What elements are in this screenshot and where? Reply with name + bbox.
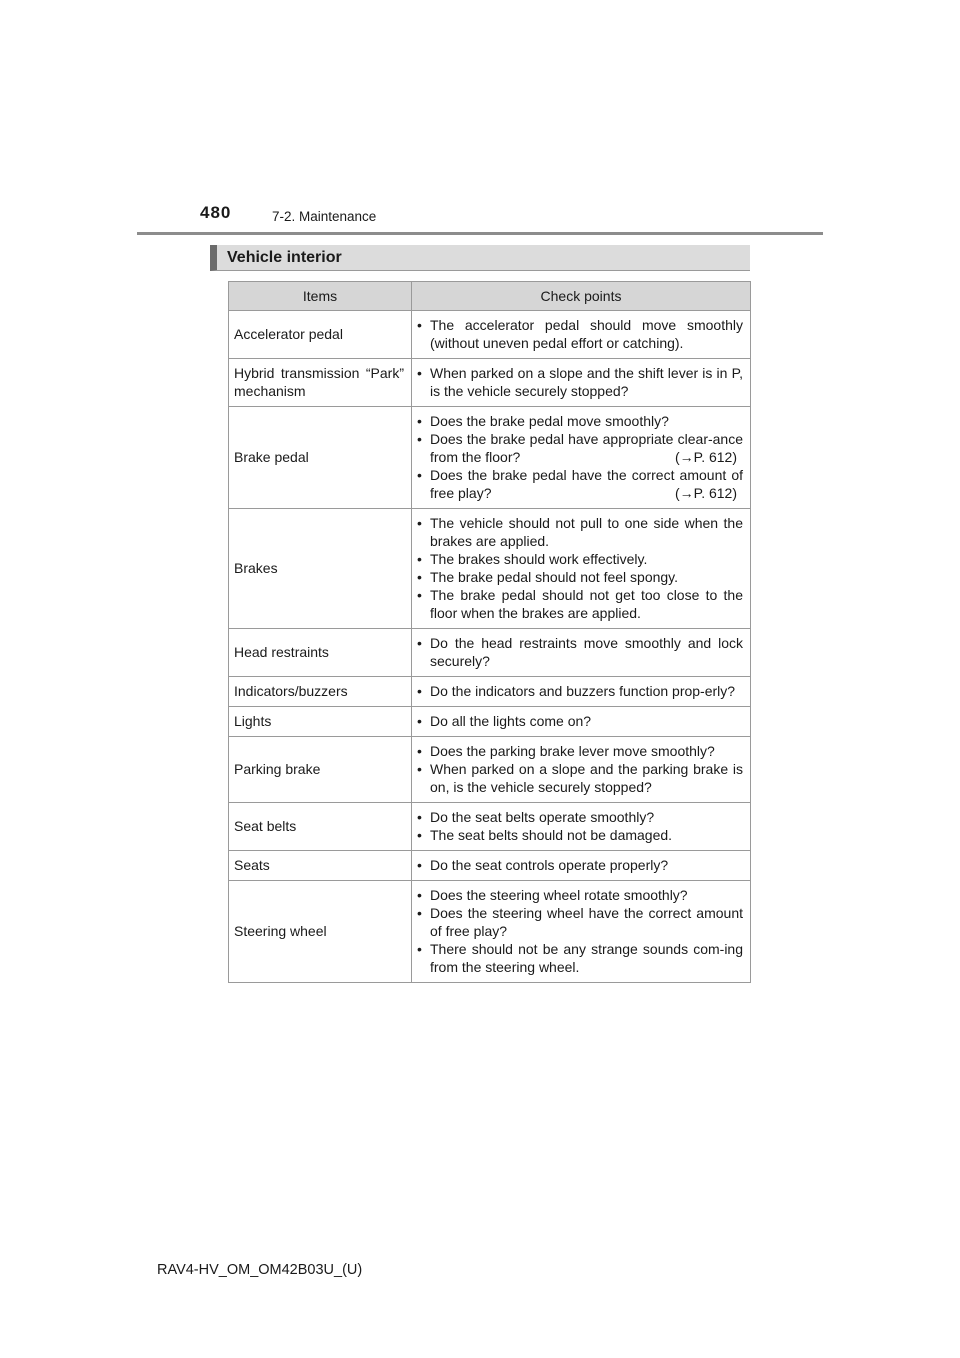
check-point-text: Do the head restraints move smoothly and lock securely?: [430, 635, 743, 669]
check-points-cell: [412, 803, 751, 851]
check-points-cell: [412, 677, 751, 707]
table-row: [229, 407, 751, 509]
check-points-list: [417, 316, 743, 352]
check-point-text: The vehicle should not pull to one side when the brakes are applied.: [430, 515, 743, 549]
check-point-item: [417, 856, 743, 874]
check-point-item: [417, 826, 743, 844]
document-code: RAV4-HV_OM_OM42B03U_(U): [157, 1262, 363, 1278]
check-points-list: [417, 364, 743, 400]
item-cell: Seats: [229, 851, 412, 881]
page-number: 480: [200, 203, 232, 222]
check-point-text: There should not be any strange sounds com-ing from the steering wheel.: [430, 941, 743, 975]
check-points-cell: [412, 737, 751, 803]
check-points-list: [417, 742, 743, 796]
check-points-cell: [412, 851, 751, 881]
check-points-list: [417, 634, 743, 670]
check-point-text: Does the parking brake lever move smoothly?: [430, 743, 715, 759]
check-points-cell: [412, 407, 751, 509]
check-points-cell: [412, 359, 751, 407]
item-cell: Seat belts: [229, 803, 412, 851]
item-cell: Steering wheel: [229, 881, 412, 983]
check-point-text: The seat belts should not be damaged.: [430, 827, 673, 843]
check-point-text: Does the brake pedal have appropriate clear-ance from the floor?: [430, 431, 743, 465]
check-points-list: [417, 856, 743, 874]
check-point-text: Does the brake pedal move smoothly?: [430, 413, 669, 429]
check-point-text: When parked on a slope and the shift lever is in P, is the vehicle securely stopped?: [430, 365, 743, 399]
check-point-text: Does the steering wheel have the correct amount of free play?: [430, 905, 743, 939]
check-points-list: [417, 412, 743, 502]
item-cell: Accelerator pedal: [229, 311, 412, 359]
check-point-text: Do the indicators and buzzers function prop-erly?: [430, 683, 736, 699]
table-row: [229, 509, 751, 629]
table-row: [229, 311, 751, 359]
column-header-check-points: Check points: [412, 282, 751, 311]
check-point-text: Do the seat controls operate properly?: [430, 857, 669, 873]
check-point-item: [417, 412, 743, 430]
section-reference: 7-2. Maintenance: [272, 209, 377, 224]
section-title: Vehicle interior: [227, 249, 342, 266]
item-cell: Lights: [229, 707, 412, 737]
check-points-list: [417, 682, 743, 700]
check-point-item: [417, 904, 743, 940]
check-points-list: [417, 514, 743, 622]
table-row: [229, 803, 751, 851]
check-points-cell: [412, 629, 751, 677]
table-row: [229, 851, 751, 881]
check-point-item: [417, 808, 743, 826]
table-body: [229, 311, 751, 983]
inspection-table: [228, 281, 751, 983]
column-header-items: Items: [229, 282, 412, 311]
check-point-text: The brake pedal should not get too close to the floor when the brakes are applied.: [430, 587, 743, 621]
check-point-item: [417, 430, 743, 466]
check-points-cell: [412, 707, 751, 737]
table-row: [229, 677, 751, 707]
check-point-text: Does the steering wheel rotate smoothly?: [430, 887, 688, 903]
item-cell: Hybrid transmission “Park” mechanism: [229, 359, 412, 407]
check-point-item: [417, 712, 743, 730]
page-reference: (→P. 612): [675, 449, 737, 465]
header-divider: [137, 232, 823, 235]
check-point-item: [417, 886, 743, 904]
check-point-item: [417, 316, 743, 352]
table-row: [229, 737, 751, 803]
check-point-text: The accelerator pedal should move smoothly (without uneven pedal effort or catching).: [430, 317, 743, 351]
check-points-list: [417, 808, 743, 844]
check-point-item: [417, 466, 743, 502]
item-cell: Brake pedal: [229, 407, 412, 509]
check-point-text: Does the brake pedal have the correct amount of free play?: [430, 467, 743, 501]
check-points-list: [417, 712, 743, 730]
check-point-text: The brake pedal should not feel spongy.: [430, 569, 679, 585]
check-points-cell: [412, 881, 751, 983]
check-point-item: [417, 634, 743, 670]
table-row: [229, 707, 751, 737]
table-row: [229, 881, 751, 983]
check-point-text: Do the seat belts operate smoothly?: [430, 809, 655, 825]
table-row: [229, 629, 751, 677]
item-cell: Brakes: [229, 509, 412, 629]
check-points-list: [417, 886, 743, 976]
check-point-item: [417, 364, 743, 400]
check-point-text: When parked on a slope and the parking brake is on, is the vehicle securely stopped?: [430, 761, 743, 795]
check-point-item: [417, 760, 743, 796]
check-point-text: The brakes should work effectively.: [430, 551, 648, 567]
item-cell: Parking brake: [229, 737, 412, 803]
check-point-text: Do all the lights come on?: [430, 713, 592, 729]
page-reference: (→P. 612): [675, 485, 737, 501]
item-cell: Head restraints: [229, 629, 412, 677]
check-points-cell: [412, 311, 751, 359]
check-point-item: [417, 586, 743, 622]
item-cell: Indicators/buzzers: [229, 677, 412, 707]
check-point-item: [417, 742, 743, 760]
table-header-row: [229, 282, 751, 311]
check-points-cell: [412, 509, 751, 629]
check-point-item: [417, 682, 743, 700]
check-point-item: [417, 940, 743, 976]
table-row: [229, 359, 751, 407]
check-point-item: [417, 514, 743, 550]
check-point-item: [417, 550, 743, 568]
section-heading: [210, 245, 750, 271]
check-point-item: [417, 568, 743, 586]
